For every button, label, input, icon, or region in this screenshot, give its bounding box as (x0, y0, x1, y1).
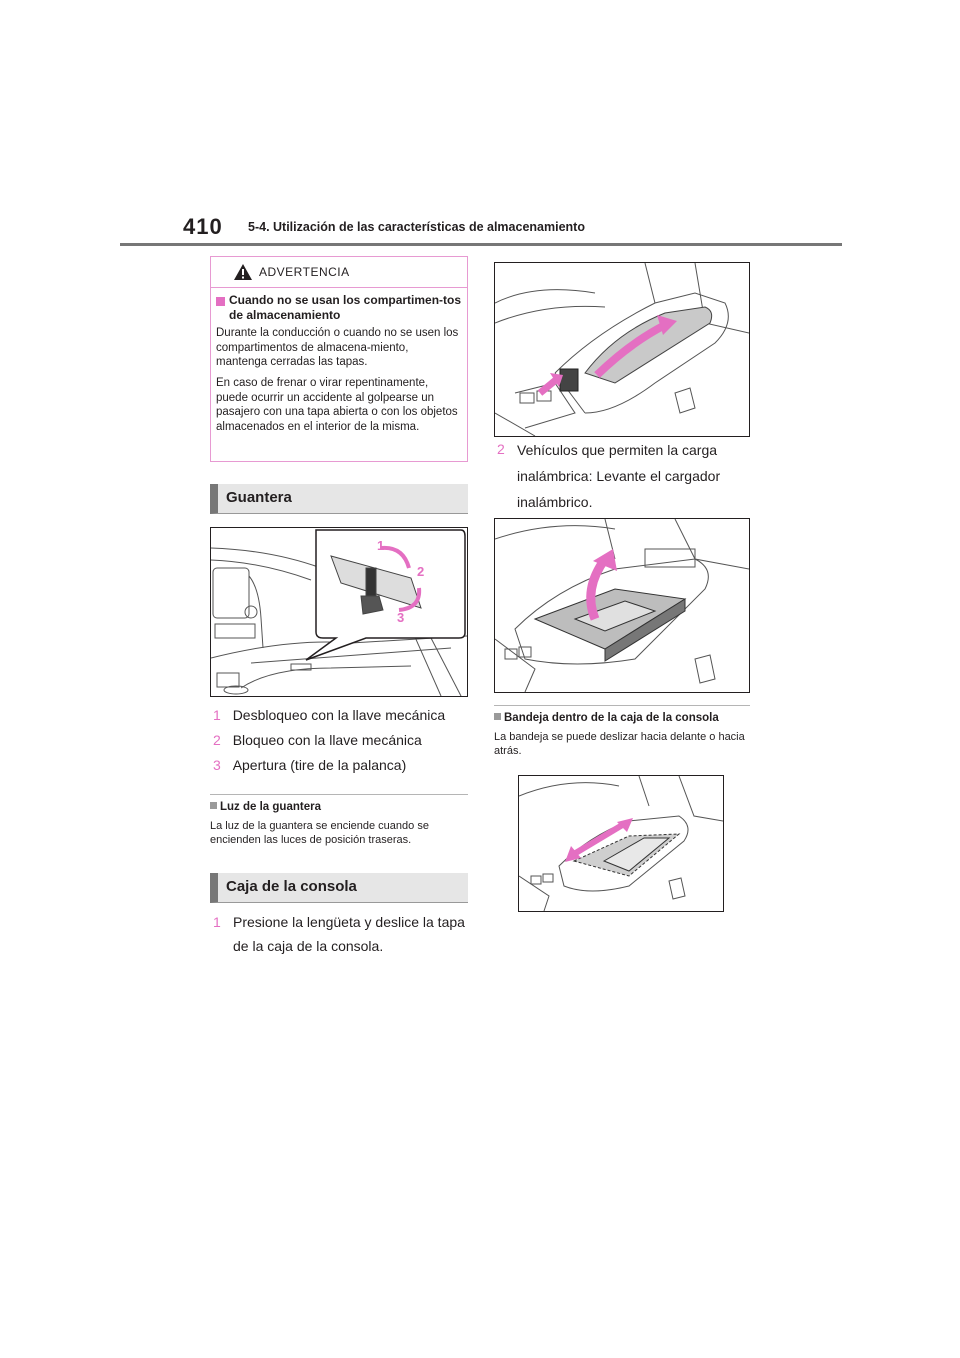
warning-paragraph-2: En caso de frenar o virar repentinamente, puede ocurrir un accidente al golpearse un pasajero con una tapa abierta o con los objetos almacenados en el interior de la misma. (216, 377, 458, 433)
glove-step-2 (213, 728, 422, 752)
callout-3: 3 (397, 610, 405, 625)
step-number: 2 (213, 732, 221, 748)
gray-square-bullet (494, 713, 501, 720)
console-lid-figure (494, 262, 750, 437)
callout-2: 2 (417, 564, 425, 579)
warning-subtitle: Cuando no se usan los compartimen-tos de almacenamiento (229, 293, 462, 322)
wireless-charger-illustration (495, 519, 749, 692)
console-tray-figure (518, 775, 724, 912)
step-text: Bloqueo con la llave mecánica (232, 732, 422, 748)
warning-header (211, 257, 467, 288)
step-text: Apertura (tire de la palanca) (232, 757, 407, 773)
console-step-1 (213, 910, 469, 958)
warning-box (210, 256, 468, 462)
section-header: 5-4. Utilización de las características de almacenamiento (248, 220, 585, 234)
light-text: La luz de la guantera se enciende cuando se encienden las luces de posición traseras. (210, 820, 429, 846)
glove-box-figure (210, 527, 468, 697)
page-number: 410 (183, 214, 223, 239)
divider (210, 794, 468, 795)
consola-heading: Caja de la consola (210, 873, 468, 903)
warning-title: ADVERTENCIA (259, 265, 350, 279)
step-number: 1 (213, 707, 221, 723)
tray-heading: Bandeja dentro de la caja de la consola (494, 712, 719, 724)
wireless-charger-figure (494, 518, 750, 693)
console-lid-illustration (495, 263, 749, 436)
pink-square-bullet (216, 297, 225, 306)
warning-icon (233, 263, 253, 281)
step-text: Presione la lengüeta y deslice la tapa de la caja de la consola. (233, 914, 465, 954)
guantera-heading: Guantera (210, 484, 468, 514)
divider (494, 705, 750, 706)
step-number: 1 (213, 914, 221, 930)
callout-1: 1 (377, 538, 385, 553)
warning-paragraph-1: Durante la conducción o cuando no se usen los compartimentos de almacena-miento, mantenga cerradas las tapas. (216, 327, 459, 368)
glove-box-illustration (211, 528, 467, 696)
console-step-2 (497, 437, 753, 515)
glove-step-3 (213, 753, 406, 777)
console-tray-illustration (519, 776, 723, 911)
step-number: 3 (213, 757, 221, 773)
step-text: Vehículos que permiten la carga inalámbrica: Levante el cargador inalámbrico. (517, 442, 721, 510)
gray-square-bullet (210, 802, 217, 809)
light-heading: Luz de la guantera (210, 801, 321, 813)
step-text: Desbloqueo con la llave mecánica (232, 707, 446, 723)
step-number: 2 (497, 441, 505, 457)
glove-step-1 (213, 703, 445, 727)
tray-text: La bandeja se puede deslizar hacia delante o hacia atrás. (494, 731, 745, 757)
header-rule (120, 243, 842, 246)
